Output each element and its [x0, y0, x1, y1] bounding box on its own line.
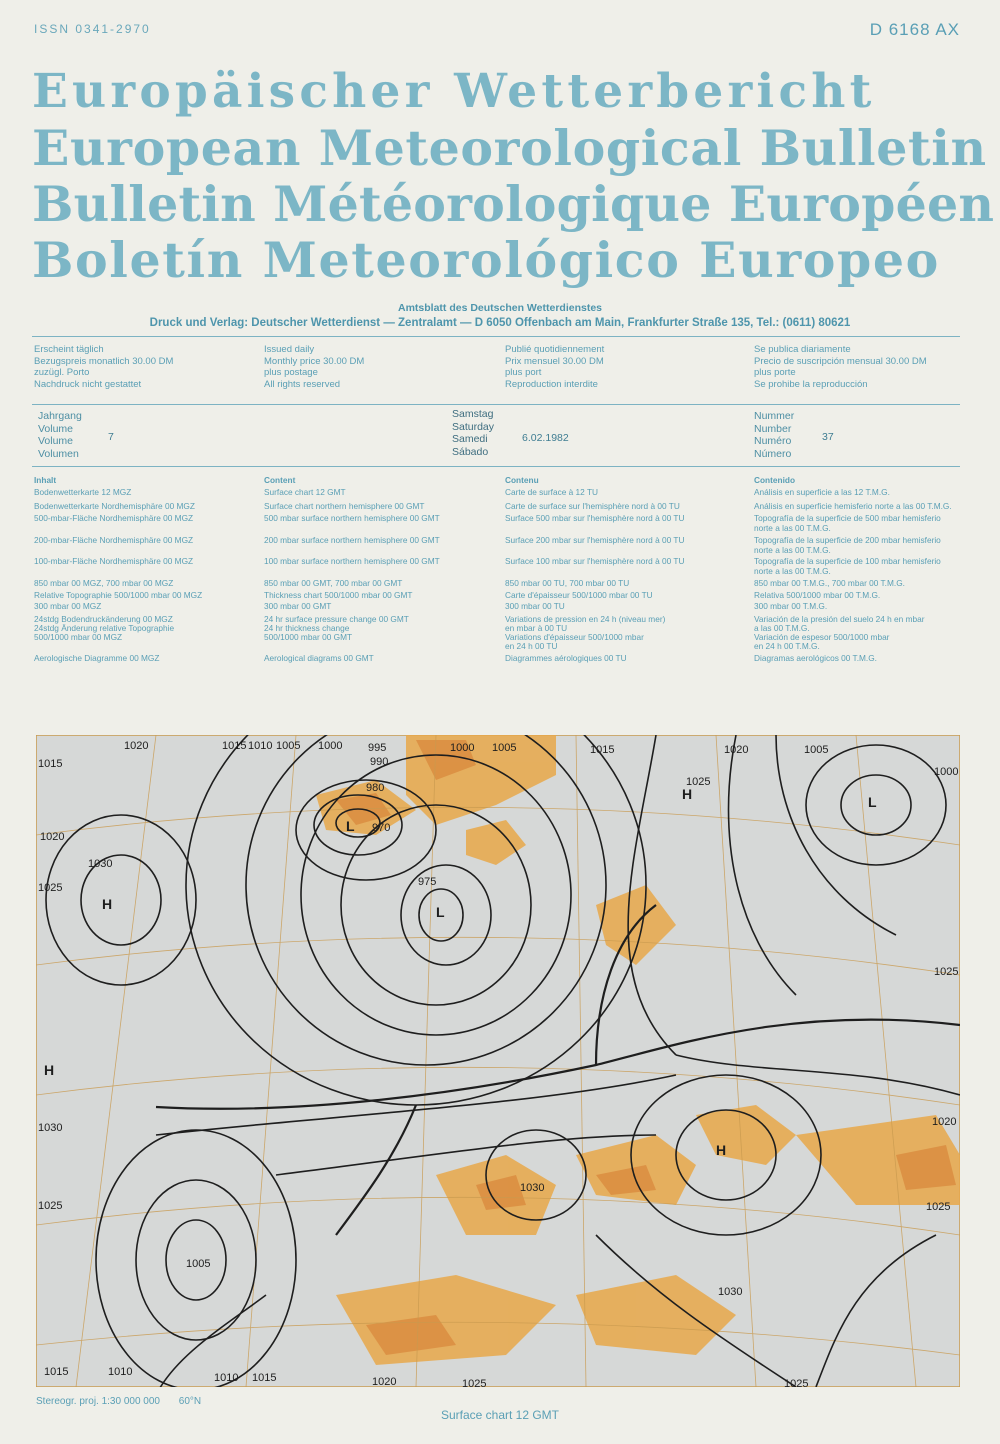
isobar-label: 1025 — [686, 776, 711, 788]
projection-latitude: 60°N — [178, 1396, 202, 1407]
edition-code: D 6168 AX — [869, 20, 960, 39]
number-labels: Nummer Number Numéro Número — [754, 410, 795, 460]
title-english: European Meteorological Bulletin — [32, 119, 987, 177]
volume-labels: Jahrgang Volume Volume Volumen — [38, 410, 82, 460]
issn-label: ISSN 0341-2970 — [34, 22, 151, 36]
isobar-label: 1000 — [450, 742, 475, 754]
isobar-label: 1020 — [40, 831, 65, 843]
isobar-label: 1010 — [248, 740, 273, 752]
isobar-label: 1005 — [186, 1258, 211, 1270]
isobar-label: 1015 — [38, 758, 63, 770]
isobar-label: 1015 — [44, 1366, 69, 1378]
isobar-label: 1025 — [462, 1378, 487, 1387]
isobar-label: 1025 — [926, 1201, 951, 1213]
isobar-label: 1010 — [214, 1372, 239, 1384]
map-projection-note — [36, 1396, 201, 1407]
projection-scale: Stereogr. proj. 1:30 000 000 — [36, 1396, 160, 1407]
isobar-label: 1025 — [38, 1200, 63, 1212]
isobar-label: 1020 — [932, 1116, 957, 1128]
volume-value: 7 — [108, 431, 114, 443]
isobar-label: 1025 — [934, 966, 959, 978]
isobar-label: 1005 — [276, 740, 301, 752]
subscription-french: Publié quotidiennement Prix mensuel 30.00 DM plus port Reproduction interdite — [505, 344, 605, 390]
subscription-german: Erscheint täglich Bezugspreis monatlich 30.00 DM zuzügl. Porto Nachdruck nicht gestattet — [34, 344, 174, 390]
high-pressure-marker: H — [682, 786, 693, 802]
isobar-label: 1015 — [252, 1372, 277, 1384]
isobar-label: 1005 — [492, 742, 517, 754]
isobar-label: 970 — [372, 822, 391, 834]
isobar-label: 975 — [418, 876, 437, 888]
isobar-label: 1030 — [88, 858, 113, 870]
isobar-label: 1030 — [718, 1286, 743, 1298]
official-gazette-line: Amtsblatt des Deutschen Wetterdienstes — [397, 302, 603, 314]
low-pressure-marker: L — [868, 794, 877, 810]
isobar-label: 1020 — [124, 740, 149, 752]
isobar-label: 1000 — [934, 766, 959, 778]
high-pressure-marker: H — [102, 896, 113, 912]
divider — [32, 404, 960, 405]
divider — [32, 336, 960, 337]
isobar-label: 1030 — [520, 1182, 545, 1194]
isobar-label: 1020 — [724, 744, 749, 756]
surface-weather-map — [36, 735, 960, 1387]
low-pressure-marker: L — [436, 904, 445, 920]
isobar-label: 1015 — [590, 744, 615, 756]
title-german: Europäischer Wetterbericht — [32, 64, 876, 119]
isobar-label: 1020 — [372, 1376, 397, 1387]
high-pressure-marker: H — [716, 1142, 727, 1158]
isobar-label: 995 — [368, 742, 387, 754]
subscription-english: Issued daily Monthly price 30.00 DM plus postage All rights reserved — [264, 344, 365, 390]
isobar-label: 1015 — [222, 740, 247, 752]
issue-number: 37 — [822, 431, 834, 443]
isobar-label: 1010 — [108, 1366, 133, 1378]
isobar-label: 990 — [370, 756, 389, 768]
isobar-label: 1030 — [38, 1122, 63, 1134]
isobar-label: 1025 — [784, 1378, 809, 1387]
isobar-label: 1025 — [38, 882, 63, 894]
issue-date: 6.02.1982 — [522, 432, 569, 444]
title-french: Bulletin Météorologique Européen — [32, 175, 995, 233]
day-labels: Samstag Saturday Samedi Sábado — [452, 408, 495, 458]
divider — [32, 466, 960, 467]
subscription-spanish: Se publica diariamente Precio de suscripción mensual 30.00 DM plus porte Se prohibe la reproducción — [754, 344, 927, 390]
isobar-label: 1005 — [804, 744, 829, 756]
title-spanish: Boletín Meteorológico Europeo — [32, 231, 940, 289]
publisher-line: Druck und Verlag: Deutscher Wetterdienst — Zentralamt — D 6050 Offenbach am Main, Frankfurter Straße 135, Tel.: (0611) 80621 — [149, 317, 851, 329]
high-pressure-marker: H — [44, 1062, 55, 1078]
low-pressure-marker: L — [346, 818, 355, 834]
isobar-label: 1000 — [318, 740, 343, 752]
isobar-label: 980 — [366, 782, 385, 794]
map-caption: Surface chart 12 GMT — [440, 1408, 560, 1422]
